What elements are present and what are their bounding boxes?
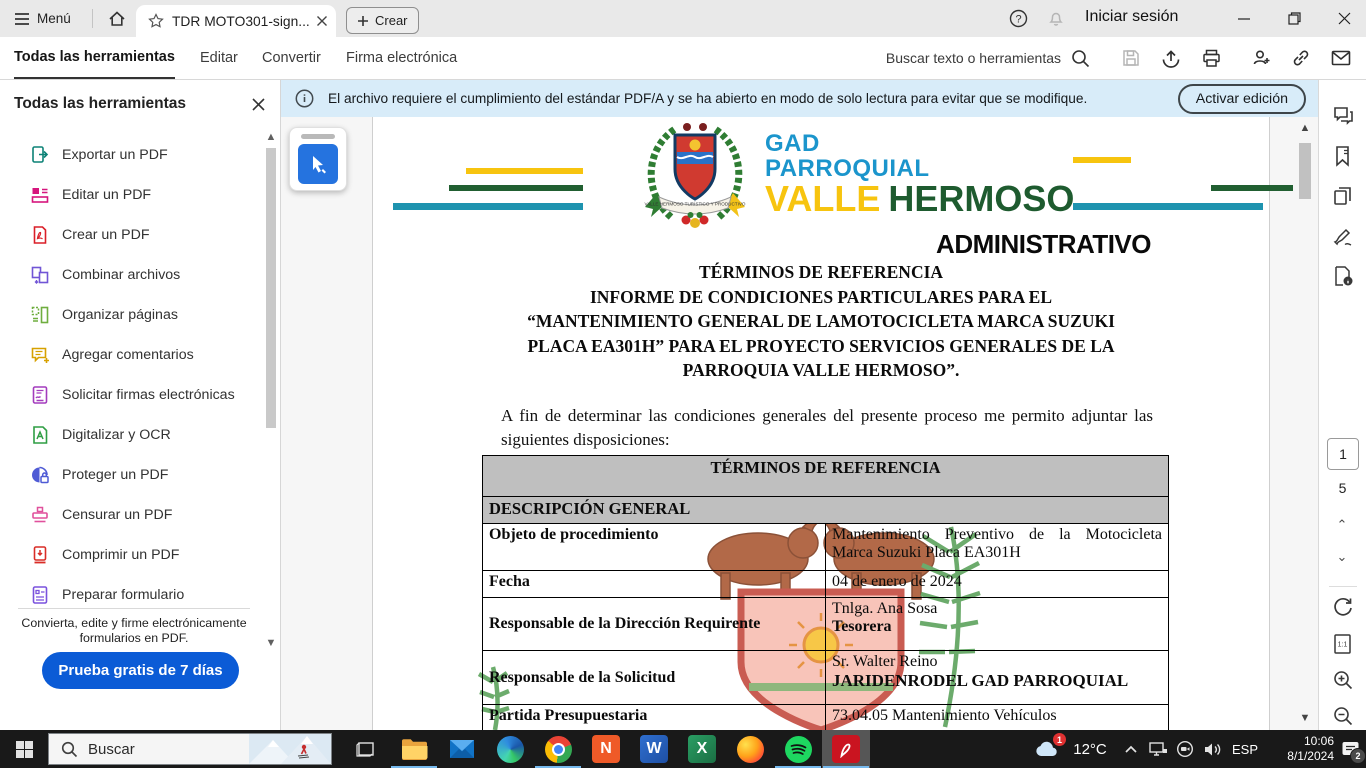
notice-message: El archivo requiere el cumplimiento del estándar PDF/A y se ha abierto en modo de solo lectura para evitar que se modifique.: [328, 91, 1088, 106]
deco-line: [1211, 185, 1293, 191]
volume-tray-button[interactable]: [1198, 730, 1228, 768]
create-button[interactable]: [346, 7, 419, 34]
rotate-page-icon[interactable]: [1331, 596, 1355, 620]
deco-line: [393, 203, 583, 210]
taskbar-nitro-pdf[interactable]: [582, 730, 630, 768]
edit-pdf-icon: [30, 185, 50, 205]
pdfa-notice-bar: [281, 80, 1318, 117]
main-area: [281, 80, 1318, 730]
table-row-label: Responsable de la Dirección Requirente: [483, 598, 826, 651]
sidebar-item-export-pdf[interactable]: [0, 135, 264, 175]
svg-text:?: ?: [1014, 13, 1022, 26]
search-icon: [1071, 49, 1090, 68]
divider: [1329, 586, 1357, 587]
print-button[interactable]: [1200, 47, 1222, 69]
sidebar-item-label: Censurar un PDF: [62, 507, 173, 523]
link-icon: [1290, 47, 1312, 69]
tab-edit[interactable]: Editar: [200, 50, 238, 66]
redact-pdf-icon: [30, 505, 50, 525]
logo-wordmark: [765, 131, 1074, 217]
zoom-out-icon[interactable]: [1331, 704, 1355, 728]
toolbar: [0, 37, 1366, 80]
home-button[interactable]: [104, 7, 130, 31]
close-button[interactable]: [1322, 0, 1366, 37]
file-explorer-icon: [401, 738, 428, 761]
title-line: PLACA EA301H” PARA EL PROYECTO SERVICIOS GENERALES DE LA: [527, 335, 1115, 356]
document-scrollbar[interactable]: [1297, 117, 1313, 730]
temperature-label[interactable]: 12°C: [1073, 740, 1107, 758]
logo-hermoso: HERMOSO: [888, 178, 1075, 219]
email-button[interactable]: [1330, 47, 1352, 69]
minimize-icon: [1238, 13, 1250, 25]
value-line: Tnlga. Ana Sosa: [832, 600, 938, 617]
sidebar-item-create-pdf[interactable]: [0, 215, 264, 255]
drag-handle[interactable]: [301, 134, 335, 139]
page-total-label: 5: [1338, 480, 1347, 496]
create-pdf-icon: [30, 225, 50, 245]
crest-logo: [639, 119, 751, 231]
taskbar-acrobat[interactable]: [822, 730, 870, 768]
title-line: INFORME DE CONDICIONES PARTICULARES PARA EL: [589, 286, 1053, 307]
sidebar-item-label: Comprimir un PDF: [62, 547, 180, 563]
cursor-icon: [307, 153, 329, 175]
save-button[interactable]: [1120, 47, 1142, 69]
scroll-down-icon[interactable]: ▼: [265, 637, 277, 649]
taskbar-file-explorer[interactable]: [390, 730, 438, 768]
pages-panel-icon[interactable]: [1331, 184, 1355, 208]
notifications-button[interactable]: [1038, 0, 1074, 37]
sidebar-item-organize-pages[interactable]: [0, 295, 264, 335]
export-pdf-icon: [30, 145, 50, 165]
page-number-input[interactable]: 1: [1327, 438, 1359, 470]
add-comments-icon: [30, 345, 50, 365]
document-viewport: [281, 117, 1318, 730]
sidebar-item-request-signatures[interactable]: [0, 375, 264, 415]
request-signatures-icon: [30, 385, 50, 405]
value-line-bold: Tesorera: [832, 618, 892, 635]
deco-line: [1073, 203, 1263, 210]
table-row-label: Partida Presupuestaria: [483, 705, 826, 731]
table-row-value: [826, 651, 1169, 705]
table-header-cell: TÉRMINOS DE REFERENCIA: [483, 456, 1169, 497]
search-placeholder: Buscar: [88, 740, 135, 758]
chevron-up-icon: [1124, 744, 1138, 754]
combine-files-icon: [30, 265, 50, 285]
nitro-pdf-icon: N: [592, 735, 620, 763]
windows-logo-icon: [16, 741, 33, 758]
help-icon: [1009, 9, 1028, 28]
sidebar-item-label: Crear un PDF: [62, 227, 150, 243]
share-upload-icon: [1160, 47, 1182, 69]
organize-pages-icon: [30, 305, 50, 325]
table-section-cell: DESCRIPCIÓN GENERAL: [483, 497, 1169, 524]
mail-app-icon: [449, 738, 475, 760]
comments-panel-icon[interactable]: [1331, 104, 1355, 128]
tab-esign[interactable]: Firma electrónica: [346, 50, 458, 66]
sidebar-item-label: Preparar formulario: [62, 587, 185, 603]
sign-in-button[interactable]: Iniciar sesión: [1085, 8, 1179, 25]
taskbar-chrome[interactable]: [534, 730, 582, 768]
close-icon: [252, 98, 265, 111]
value-line-bold: JARIDENRODEL GAD PARROQUIAL: [832, 671, 1129, 690]
right-tools-rail: [1318, 80, 1366, 730]
network-tray-button[interactable]: [1144, 730, 1172, 768]
time-label: 10:06: [1303, 734, 1334, 748]
taskbar-edge[interactable]: [486, 730, 534, 768]
scroll-up-icon[interactable]: ▲: [1299, 122, 1311, 134]
table-row-value: Mantenimiento Preventivo de la Motocicleta Marca Suzuki Placa EA301H: [826, 524, 1169, 571]
printer-icon: [1201, 48, 1222, 69]
document-title: [373, 260, 1269, 383]
deco-line: [449, 185, 583, 191]
free-trial-button[interactable]: Prueba gratis de 7 días: [42, 652, 239, 689]
sidebar-item-label: Organizar páginas: [62, 307, 178, 323]
start-button[interactable]: [0, 730, 48, 768]
actual-size-label: 1:1: [1337, 641, 1348, 649]
minimize-button[interactable]: [1222, 0, 1266, 37]
create-label: Crear: [375, 13, 408, 28]
search-button[interactable]: [886, 37, 1090, 79]
weather-cloud[interactable]: [1028, 730, 1068, 768]
clock[interactable]: [1256, 734, 1334, 764]
sidebar-item-prepare-form[interactable]: [0, 575, 264, 615]
title-line: PARROQUIA VALLE HERMOSO”.: [682, 360, 960, 380]
action-center-button[interactable]: [1336, 730, 1366, 768]
select-tool-button[interactable]: [298, 144, 338, 184]
divider: [18, 608, 250, 609]
plus-icon: [357, 15, 369, 27]
network-icon: [1148, 740, 1168, 758]
search-label: Buscar texto o herramientas: [885, 50, 1061, 66]
excel-icon: X: [688, 735, 716, 763]
add-user-icon: [1250, 47, 1272, 69]
taskbar-search-box[interactable]: [48, 733, 332, 765]
taskbar-word[interactable]: [630, 730, 678, 768]
tab-all-tools[interactable]: Todas las herramientas: [14, 37, 175, 79]
menu-button[interactable]: [14, 0, 71, 37]
scrollbar-thumb[interactable]: [266, 148, 276, 428]
sidebar-item-label: Solicitar firmas electrónicas: [62, 387, 235, 403]
weather-badge: 1: [1053, 733, 1066, 746]
sidebar-item-label: Combinar archivos: [62, 267, 181, 283]
scan-ocr-icon: [30, 425, 50, 445]
menu-label: Menú: [37, 11, 71, 26]
hamburger-icon: [14, 12, 30, 26]
intro-paragraph: A fin de determinar las condiciones generales del presente proceso me permito adjuntar las siguientes disposiciones:: [501, 406, 1153, 449]
sidebar-item-label: Exportar un PDF: [62, 147, 168, 163]
acrobat-icon: [832, 735, 860, 763]
sidebar-item-protect-pdf[interactable]: [0, 455, 264, 495]
sidebar-item-label: Proteger un PDF: [62, 467, 169, 483]
table-row-label: Fecha: [483, 571, 826, 598]
titlebar: [0, 0, 1366, 37]
sidebar-scrollbar[interactable]: [265, 130, 277, 682]
sidebar-item-label: Digitalizar y OCR: [62, 427, 171, 443]
enable-editing-button[interactable]: Activar edición: [1178, 84, 1306, 114]
task-view-icon: [356, 740, 376, 758]
all-tools-panel: [0, 80, 281, 730]
edge-icon: [497, 736, 524, 763]
bell-icon: [1047, 9, 1065, 28]
chrome-icon: [545, 736, 572, 763]
tab-title: TDR MOTO301-sign...: [172, 13, 310, 29]
info-icon: [295, 89, 314, 108]
scroll-down-icon[interactable]: ▼: [1299, 712, 1311, 724]
value-line: Sr. Walter Reino: [832, 653, 938, 670]
administrativo-label: ADMINISTRATIVO: [936, 229, 1151, 259]
star-icon[interactable]: [148, 13, 164, 29]
sidebar-item-combine-files[interactable]: [0, 255, 264, 295]
sidebar-item-redact-pdf[interactable]: [0, 495, 264, 535]
panel-close-button[interactable]: [248, 94, 268, 114]
tdr-table: [482, 455, 1169, 730]
logo-valle: VALLE: [765, 178, 881, 219]
zoom-in-icon[interactable]: [1331, 668, 1355, 692]
table-row-value: 73.04.05 Mantenimiento Vehículos: [826, 705, 1169, 731]
file-info-panel-icon[interactable]: [1331, 264, 1355, 288]
share-button[interactable]: [1160, 47, 1182, 69]
title-line: TÉRMINOS DE REFERENCIA: [698, 262, 944, 282]
sidebar-item-label: Agregar comentarios: [62, 347, 194, 363]
sidebar-item-label: Editar un PDF: [62, 187, 152, 203]
notification-badge: 2: [1350, 748, 1366, 764]
spotify-icon: [785, 736, 812, 763]
meet-now-button[interactable]: [1172, 730, 1198, 768]
logo-gad: GAD: [765, 130, 820, 157]
table-row-label: Objeto de procedimiento: [483, 524, 826, 571]
tab-close-icon[interactable]: [316, 15, 328, 27]
taskbar-excel[interactable]: [678, 730, 726, 768]
protect-pdf-icon: [30, 465, 50, 485]
deco-line: [466, 168, 583, 174]
title-line: “MANTENIMIENTO GENERAL DE LAMOTOCICLETA MARCA SUZUKI: [527, 311, 1115, 331]
search-icon: [61, 741, 78, 758]
pdf-page: [372, 117, 1270, 730]
sidebar-item-edit-pdf[interactable]: [0, 175, 264, 215]
taskbar-firefox[interactable]: [726, 730, 774, 768]
document-tab[interactable]: [136, 5, 336, 37]
actual-size-icon[interactable]: [1331, 632, 1355, 656]
divider: [92, 9, 93, 28]
word-icon: W: [640, 735, 668, 763]
link-button[interactable]: [1290, 47, 1312, 69]
previous-page-icon[interactable]: ⌃: [1336, 517, 1348, 532]
scroll-up-icon[interactable]: ▲: [265, 131, 277, 143]
language-indicator[interactable]: ESP: [1231, 741, 1258, 757]
compress-pdf-icon: [30, 545, 50, 565]
home-icon: [107, 9, 127, 29]
scrollbar-thumb[interactable]: [1299, 143, 1311, 199]
sidebar-item-add-comments[interactable]: [0, 335, 264, 375]
next-page-icon[interactable]: ⌄: [1336, 549, 1348, 564]
crest-banner-text: VALLE HERMOSO TURÍSTICO Y PRODUCTIVO: [644, 201, 746, 207]
table-row-value: [826, 598, 1169, 651]
firefox-icon: [737, 736, 764, 763]
bookmarks-panel-icon[interactable]: [1331, 144, 1355, 168]
signature-panel-icon[interactable]: [1331, 224, 1355, 248]
task-view-button[interactable]: [344, 730, 388, 768]
sidebar-item-compress-pdf[interactable]: [0, 535, 264, 575]
help-button[interactable]: [1000, 0, 1036, 37]
prepare-form-icon: [30, 585, 50, 605]
deco-line: [1073, 157, 1131, 163]
mail-icon: [1330, 47, 1352, 69]
table-row-label: Responsable de la Solicitud: [483, 651, 826, 705]
close-icon: [1338, 12, 1351, 25]
sidebar-item-scan-ocr[interactable]: [0, 415, 264, 455]
tray-expand-button[interactable]: [1118, 730, 1144, 768]
floating-toolbar[interactable]: [289, 127, 347, 191]
save-icon: [1121, 48, 1141, 68]
promo-text: Convierta, edite y firme electrónicamente formularios en PDF.: [21, 616, 247, 645]
camera-circle-icon: [1176, 740, 1194, 758]
date-label: 8/1/2024: [1287, 749, 1334, 763]
add-user-button[interactable]: [1250, 47, 1272, 69]
table-row-value: 04 de enero de 2024: [826, 571, 1169, 598]
speaker-icon: [1203, 741, 1223, 758]
restore-button[interactable]: [1272, 0, 1316, 37]
panel-title: Todas las herramientas: [14, 95, 187, 112]
logo-parroquial: PARROQUIAL: [765, 155, 930, 182]
taskbar-spotify[interactable]: [774, 730, 822, 768]
restore-icon: [1288, 12, 1301, 25]
tab-convert[interactable]: Convertir: [262, 50, 321, 66]
weather-art-skier: [249, 734, 331, 764]
windows-taskbar: [0, 730, 1366, 768]
taskbar-mail[interactable]: [438, 730, 486, 768]
